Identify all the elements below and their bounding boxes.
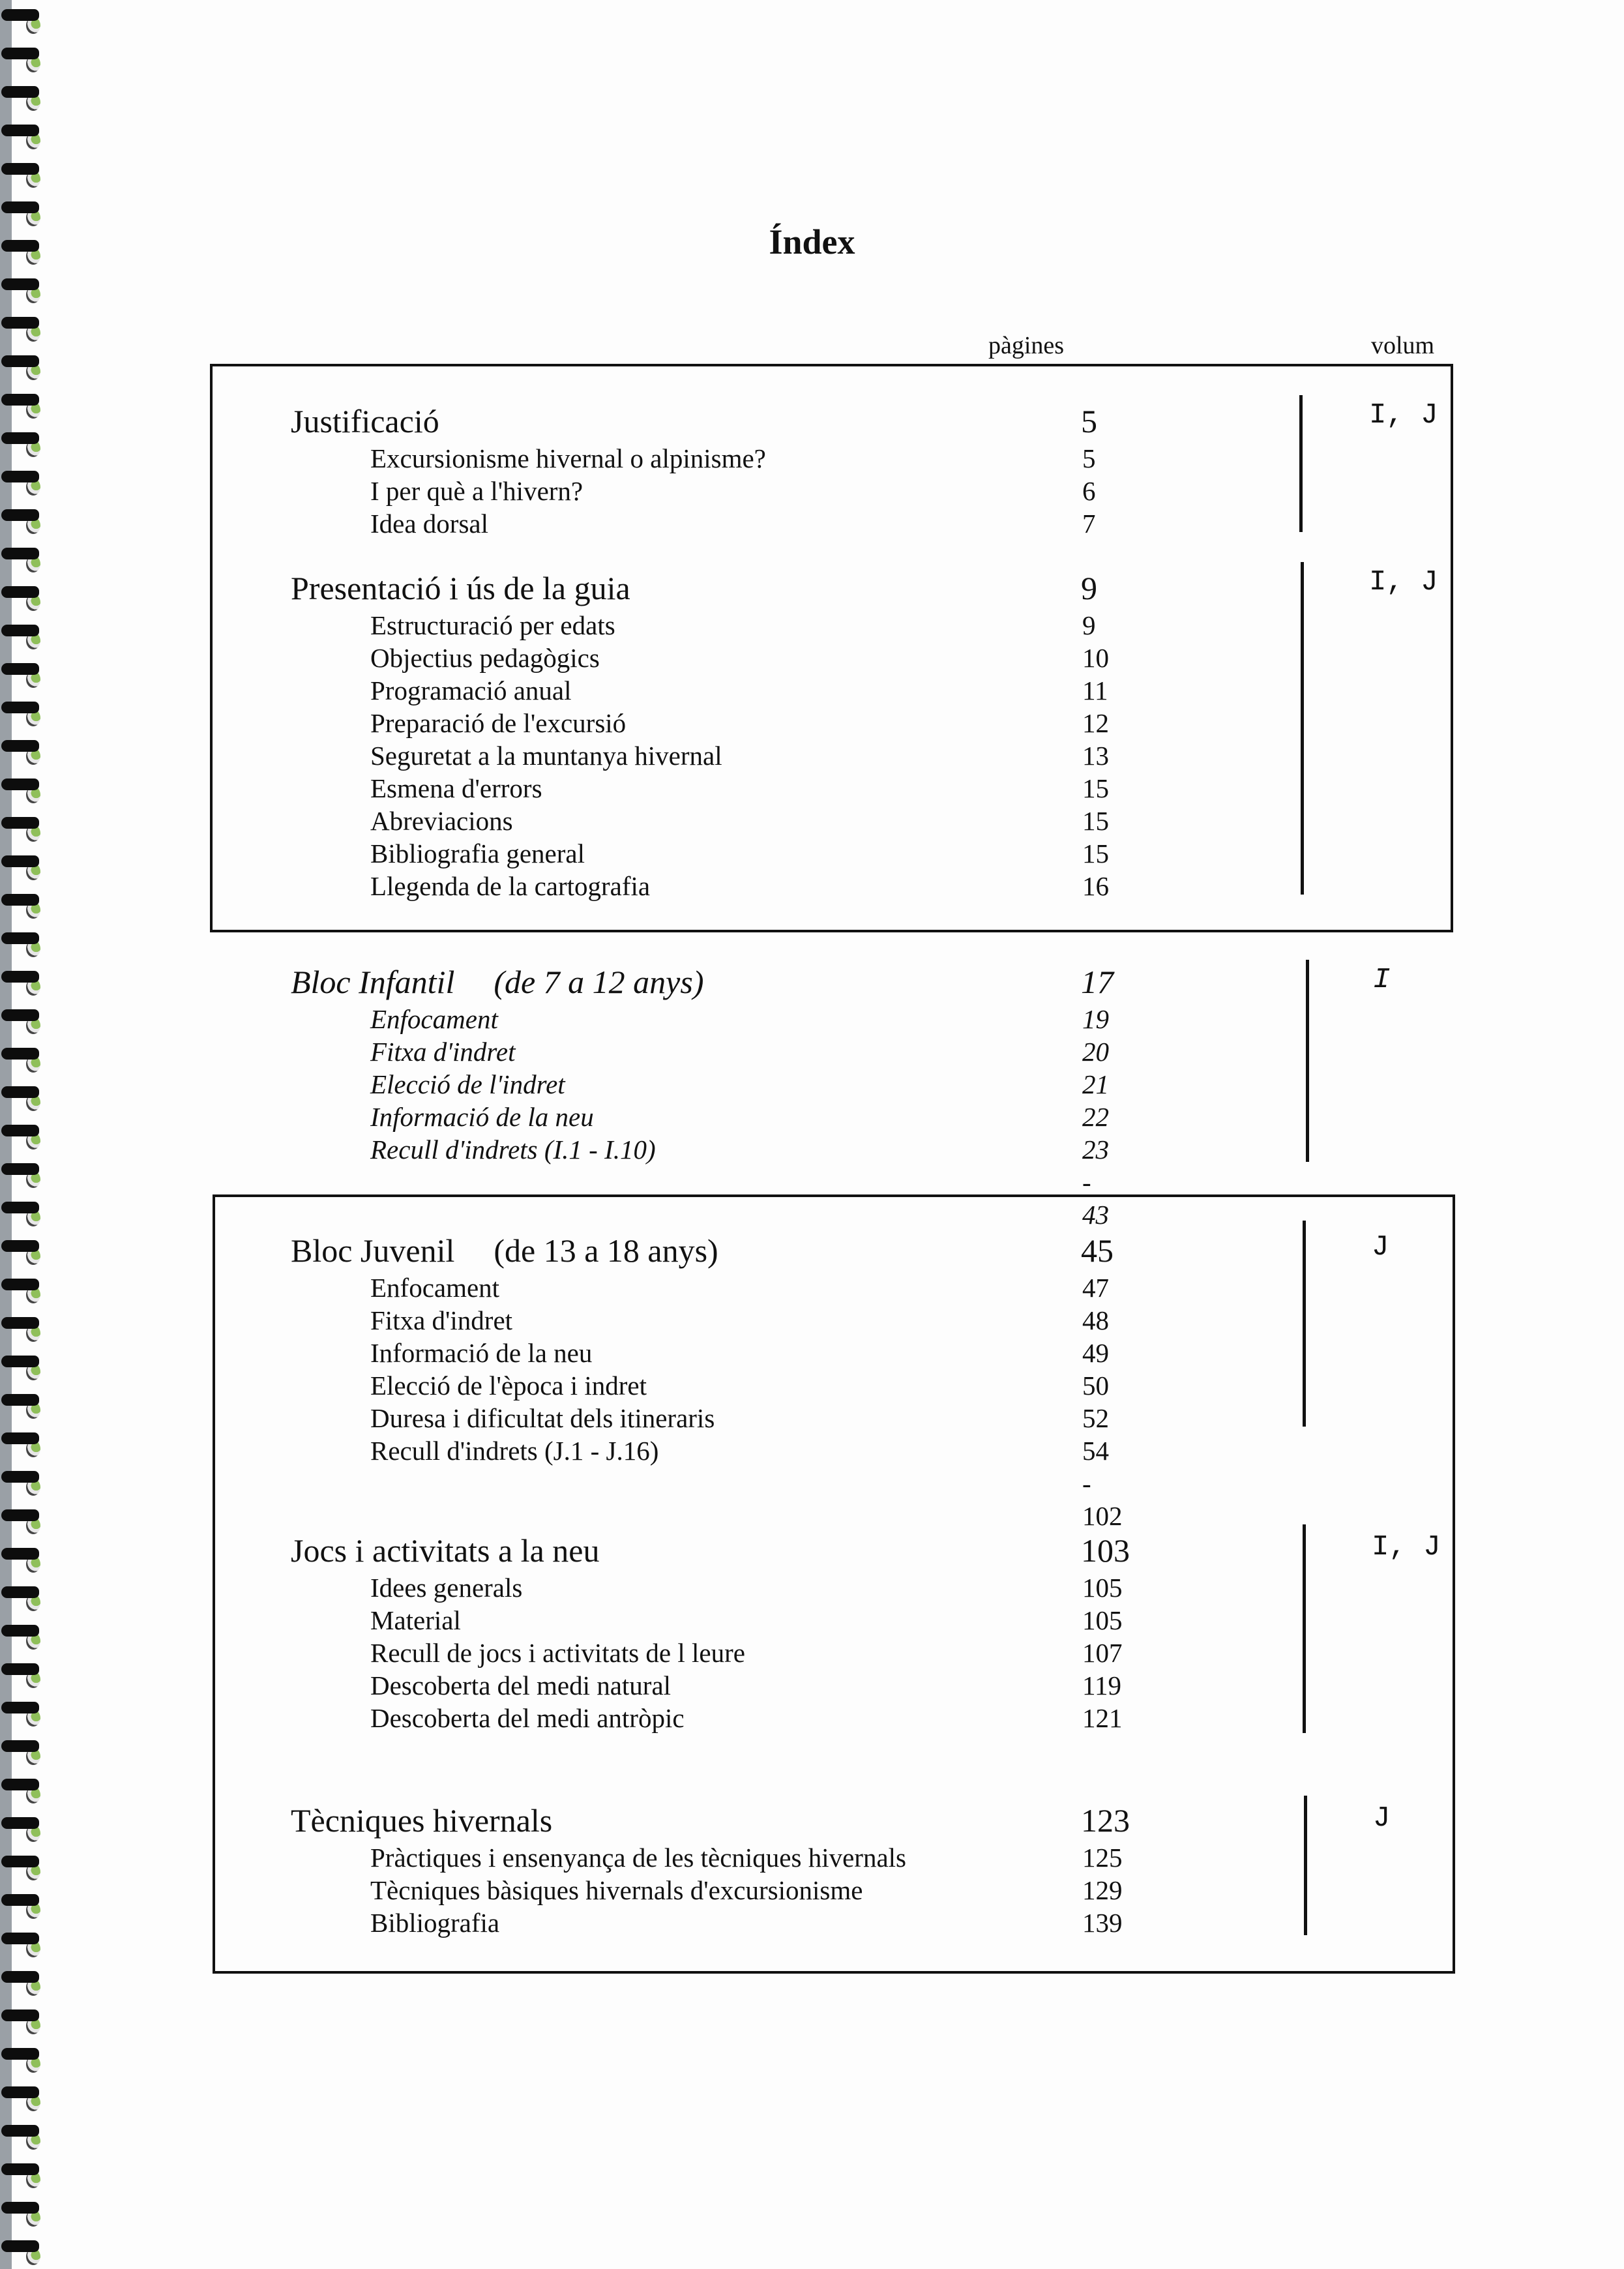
binding-ring-icon	[1, 932, 39, 947]
toc-section-bloc-juvenil	[291, 1230, 1123, 1531]
binding-ring-icon	[1, 1625, 39, 1639]
entry-page: 15	[1082, 806, 1109, 836]
binding-ring-icon	[1, 663, 39, 677]
binding-ring-icon	[1, 9, 39, 23]
entry-page: 121	[1082, 1703, 1123, 1733]
binding-ring-icon	[1, 1663, 39, 1678]
entry-label: Preparació de l'excursió	[370, 708, 627, 738]
entry-label: Estructuració per edats	[370, 610, 615, 640]
entry-page: 49	[1082, 1338, 1109, 1368]
toc-entry[interactable]	[291, 1304, 1109, 1337]
toc-section-tecniques	[291, 1800, 1130, 1939]
entry-page: 52	[1082, 1403, 1109, 1433]
binding-ring-icon	[1, 509, 39, 524]
binding-ring-icon	[1, 1317, 39, 1331]
binding-ring-icon	[1, 1471, 39, 1485]
spiral-binding	[0, 0, 46, 2269]
entry-label: Informació de la neu	[370, 1338, 593, 1368]
binding-ring-icon	[1, 2086, 39, 2101]
entry-page: 47	[1082, 1273, 1109, 1303]
binding-ring-icon	[1, 1933, 39, 1947]
entry-label: Idees generals	[370, 1573, 523, 1603]
entry-page: 119	[1082, 1670, 1121, 1700]
section-heading[interactable]	[291, 1530, 1130, 1571]
binding-ring-icon	[1, 2163, 39, 2178]
pages-column-header: pàgines	[988, 332, 1065, 359]
toc-entry[interactable]	[291, 674, 1108, 707]
section-heading[interactable]	[291, 400, 1097, 442]
entry-label: Recull d'indrets (J.1 - J.16)	[370, 1436, 659, 1466]
volume-label: I, J	[1372, 1531, 1441, 1564]
entry-page: 9	[1082, 610, 1096, 640]
entry-page: 105	[1082, 1605, 1123, 1635]
toc-entry[interactable]	[291, 442, 1096, 475]
entry-label: Bibliografia	[370, 1908, 500, 1938]
toc-entry[interactable]	[291, 507, 1096, 540]
entry-page: 107	[1082, 1638, 1123, 1668]
toc-section-jocs	[291, 1530, 1130, 1734]
entry-label: Excursionisme hivernal o alpinisme?	[370, 443, 766, 473]
binding-ring-icon	[1, 702, 39, 716]
entry-page: 21	[1082, 1069, 1109, 1099]
toc-entry[interactable]	[291, 837, 1109, 870]
binding-ring-icon	[1, 740, 39, 754]
entry-label: Seguretat a la muntanya hivernal	[370, 741, 722, 771]
entry-label: Esmena d'errors	[370, 773, 542, 803]
binding-ring-icon	[1, 1279, 39, 1293]
binding-ring-icon	[1, 86, 39, 100]
binding-ring-icon	[1, 625, 39, 639]
toc-entry[interactable]	[291, 1133, 1109, 1230]
toc-entry[interactable]	[291, 1669, 1121, 1702]
section-page: 17	[1081, 964, 1114, 1000]
section-heading[interactable]	[291, 567, 1097, 609]
entry-page: 129	[1082, 1875, 1123, 1905]
binding-ring-icon	[1, 971, 39, 985]
section-heading[interactable]	[291, 1800, 1130, 1841]
toc-entry[interactable]	[291, 1841, 1123, 1874]
binding-ring-icon	[1, 163, 39, 177]
toc-entry[interactable]	[291, 475, 1096, 507]
entry-page: 22	[1082, 1102, 1109, 1132]
binding-ring-icon	[1, 1432, 39, 1447]
volume-label: J	[1372, 1231, 1389, 1264]
entry-page: 48	[1082, 1305, 1109, 1335]
binding-ring-icon	[1, 2009, 39, 2024]
binding-ring-icon	[1, 2048, 39, 2062]
entry-label: Recull de jocs i activitats de l leure	[370, 1638, 745, 1668]
entry-page: 10	[1082, 643, 1109, 673]
binding-ring-icon	[1, 1048, 39, 1062]
binding-ring-icon	[1, 1856, 39, 1870]
binding-ring-icon	[1, 548, 39, 562]
toc-entry[interactable]	[291, 609, 1096, 642]
column-divider	[1299, 395, 1303, 532]
entry-page: 54 - 102	[1082, 1436, 1123, 1531]
section-title: Bloc Juvenil	[291, 1232, 455, 1269]
entry-page: 12	[1082, 708, 1109, 738]
page-title: Índex	[769, 222, 855, 261]
binding-ring-icon	[1, 1894, 39, 1908]
volume-label: I	[1373, 964, 1391, 996]
binding-ring-icon	[1, 201, 39, 216]
toc-entry[interactable]	[291, 1434, 1123, 1531]
entry-label: Descoberta del medi natural	[370, 1670, 672, 1700]
section-heading[interactable]	[291, 961, 1114, 1003]
binding-ring-icon	[1, 471, 39, 485]
toc-entry[interactable]	[291, 1637, 1123, 1669]
toc-entry[interactable]	[291, 870, 1109, 902]
entry-label: Objectius pedagògics	[370, 643, 600, 673]
binding-ring-icon	[1, 586, 39, 601]
volume-label: I, J	[1369, 399, 1438, 432]
entry-label: Elecció de l'indret	[370, 1069, 565, 1099]
section-page: 123	[1081, 1802, 1130, 1839]
section-title: Justificació	[291, 403, 439, 439]
toc-entry[interactable]	[291, 805, 1109, 837]
binding-ring-icon	[1, 779, 39, 793]
binding-ring-icon	[1, 2125, 39, 2139]
binding-ring-icon	[1, 1817, 39, 1832]
binding-ring-icon	[1, 817, 39, 831]
entry-label: Tècniques bàsiques hivernals d'excursionisme	[370, 1875, 863, 1905]
entry-page: 50	[1082, 1371, 1109, 1401]
entry-page: 13	[1082, 741, 1109, 771]
toc-section-bloc-infantil	[291, 961, 1114, 1230]
toc-entry[interactable]	[291, 1702, 1123, 1734]
entry-label: Enfocament	[370, 1004, 498, 1034]
toc-entry[interactable]	[291, 1337, 1109, 1369]
binding-ring-icon	[1, 1356, 39, 1370]
binding-ring-icon	[1, 1240, 39, 1254]
entry-label: Enfocament	[370, 1273, 500, 1303]
binding-ring-icon	[1, 278, 39, 293]
binding-ring-icon	[1, 894, 39, 908]
entry-label: Informació de la neu	[370, 1102, 594, 1132]
binding-ring-icon	[1, 1009, 39, 1024]
entry-page: 16	[1082, 871, 1109, 901]
binding-ring-icon	[1, 1971, 39, 1985]
age-range: (de 7 a 12 anys)	[494, 964, 704, 1000]
toc-entry[interactable]	[291, 1874, 1123, 1906]
toc-entry[interactable]	[291, 642, 1109, 674]
entry-label: Programació anual	[370, 675, 572, 705]
entry-label: Pràctiques i ensenyança de les tècniques hivernals	[370, 1843, 906, 1873]
section-title: Bloc Infantil	[291, 964, 455, 1000]
binding-ring-icon	[1, 2202, 39, 2216]
section-heading[interactable]	[291, 1230, 1114, 1271]
binding-ring-icon	[1, 855, 39, 870]
entry-label: Fitxa d'indret	[370, 1037, 516, 1067]
toc-entry[interactable]	[291, 1402, 1109, 1434]
binding-ring-icon	[1, 48, 39, 62]
toc-entry[interactable]	[291, 772, 1109, 805]
binding-ring-icon	[1, 317, 39, 331]
entry-label: Recull d'indrets (I.1 - I.10)	[370, 1134, 656, 1164]
entry-page: 139	[1082, 1908, 1123, 1938]
entry-label: Duresa i dificultat dels itineraris	[370, 1403, 715, 1433]
toc-entry[interactable]	[291, 1369, 1109, 1402]
toc-entry[interactable]	[291, 1604, 1123, 1637]
binding-ring-icon	[1, 1086, 39, 1101]
entry-page: 15	[1082, 838, 1109, 868]
entry-page: 105	[1082, 1573, 1123, 1603]
entry-page: 125	[1082, 1843, 1123, 1873]
entry-label: Idea dorsal	[370, 509, 488, 539]
entry-page: 7	[1082, 509, 1096, 539]
toc-entry[interactable]	[291, 739, 1109, 772]
section-page: 5	[1081, 403, 1097, 439]
binding-ring-icon	[1, 394, 39, 408]
entry-page: 5	[1082, 443, 1096, 473]
entry-label: Fitxa d'indret	[370, 1305, 513, 1335]
binding-ring-icon	[1, 1740, 39, 1755]
entry-label: Elecció de l'època i indret	[370, 1371, 647, 1401]
column-divider	[1303, 1221, 1306, 1427]
binding-ring-icon	[1, 1202, 39, 1216]
section-page: 45	[1081, 1232, 1114, 1269]
section-title: Tècniques hivernals	[291, 1802, 553, 1839]
toc-entry[interactable]	[291, 1271, 1109, 1304]
binding-ring-icon	[1, 1509, 39, 1524]
column-divider	[1301, 562, 1304, 895]
column-divider	[1306, 960, 1309, 1162]
entry-page: 23 - 43	[1082, 1134, 1109, 1230]
entry-page: 15	[1082, 773, 1109, 803]
entry-label: Bibliografia general	[370, 838, 585, 868]
toc-entry[interactable]	[291, 1906, 1123, 1939]
toc-entry[interactable]	[291, 1101, 1109, 1133]
entry-label: Llegenda de la cartografia	[370, 871, 651, 901]
binding-ring-icon	[1, 355, 39, 370]
entry-page: 11	[1082, 675, 1108, 705]
section-title: Presentació i ús de la guia	[291, 570, 630, 606]
binding-ring-icon	[1, 1548, 39, 1562]
section-title: Jocs i activitats a la neu	[291, 1532, 600, 1569]
volume-label: J	[1373, 1802, 1391, 1835]
column-divider	[1303, 1524, 1306, 1733]
entry-label: I per què a l'hivern?	[370, 476, 583, 506]
entry-label: Material	[370, 1605, 461, 1635]
binding-ring-icon	[1, 1779, 39, 1793]
toc-entry[interactable]	[291, 1003, 1109, 1035]
age-range: (de 13 a 18 anys)	[494, 1232, 718, 1269]
toc-section-presentacio	[291, 567, 1109, 902]
binding-ring-icon	[1, 2240, 39, 2255]
binding-ring-icon	[1, 1163, 39, 1178]
binding-ring-icon	[1, 125, 39, 139]
section-page: 103	[1081, 1532, 1130, 1569]
toc-entry[interactable]	[291, 1035, 1109, 1068]
toc-section-justificacio	[291, 400, 1097, 540]
binding-ring-icon	[1, 1125, 39, 1139]
entry-label: Abreviacions	[370, 806, 513, 836]
section-page: 9	[1081, 570, 1097, 606]
volume-column-header: volum	[1371, 332, 1435, 359]
binding-ring-icon	[1, 1586, 39, 1601]
entry-page: 20	[1082, 1037, 1109, 1067]
binding-ring-icon	[1, 1702, 39, 1716]
entry-label: Descoberta del medi antròpic	[370, 1703, 685, 1733]
entry-page: 6	[1082, 476, 1096, 506]
entry-page: 19	[1082, 1004, 1109, 1034]
column-divider	[1304, 1796, 1307, 1935]
volume-label: I, J	[1369, 566, 1438, 599]
toc-entry[interactable]	[291, 1068, 1109, 1101]
binding-ring-icon	[1, 1394, 39, 1408]
binding-ring-icon	[1, 432, 39, 447]
toc-entry[interactable]	[291, 1571, 1123, 1604]
toc-entry[interactable]	[291, 707, 1109, 739]
